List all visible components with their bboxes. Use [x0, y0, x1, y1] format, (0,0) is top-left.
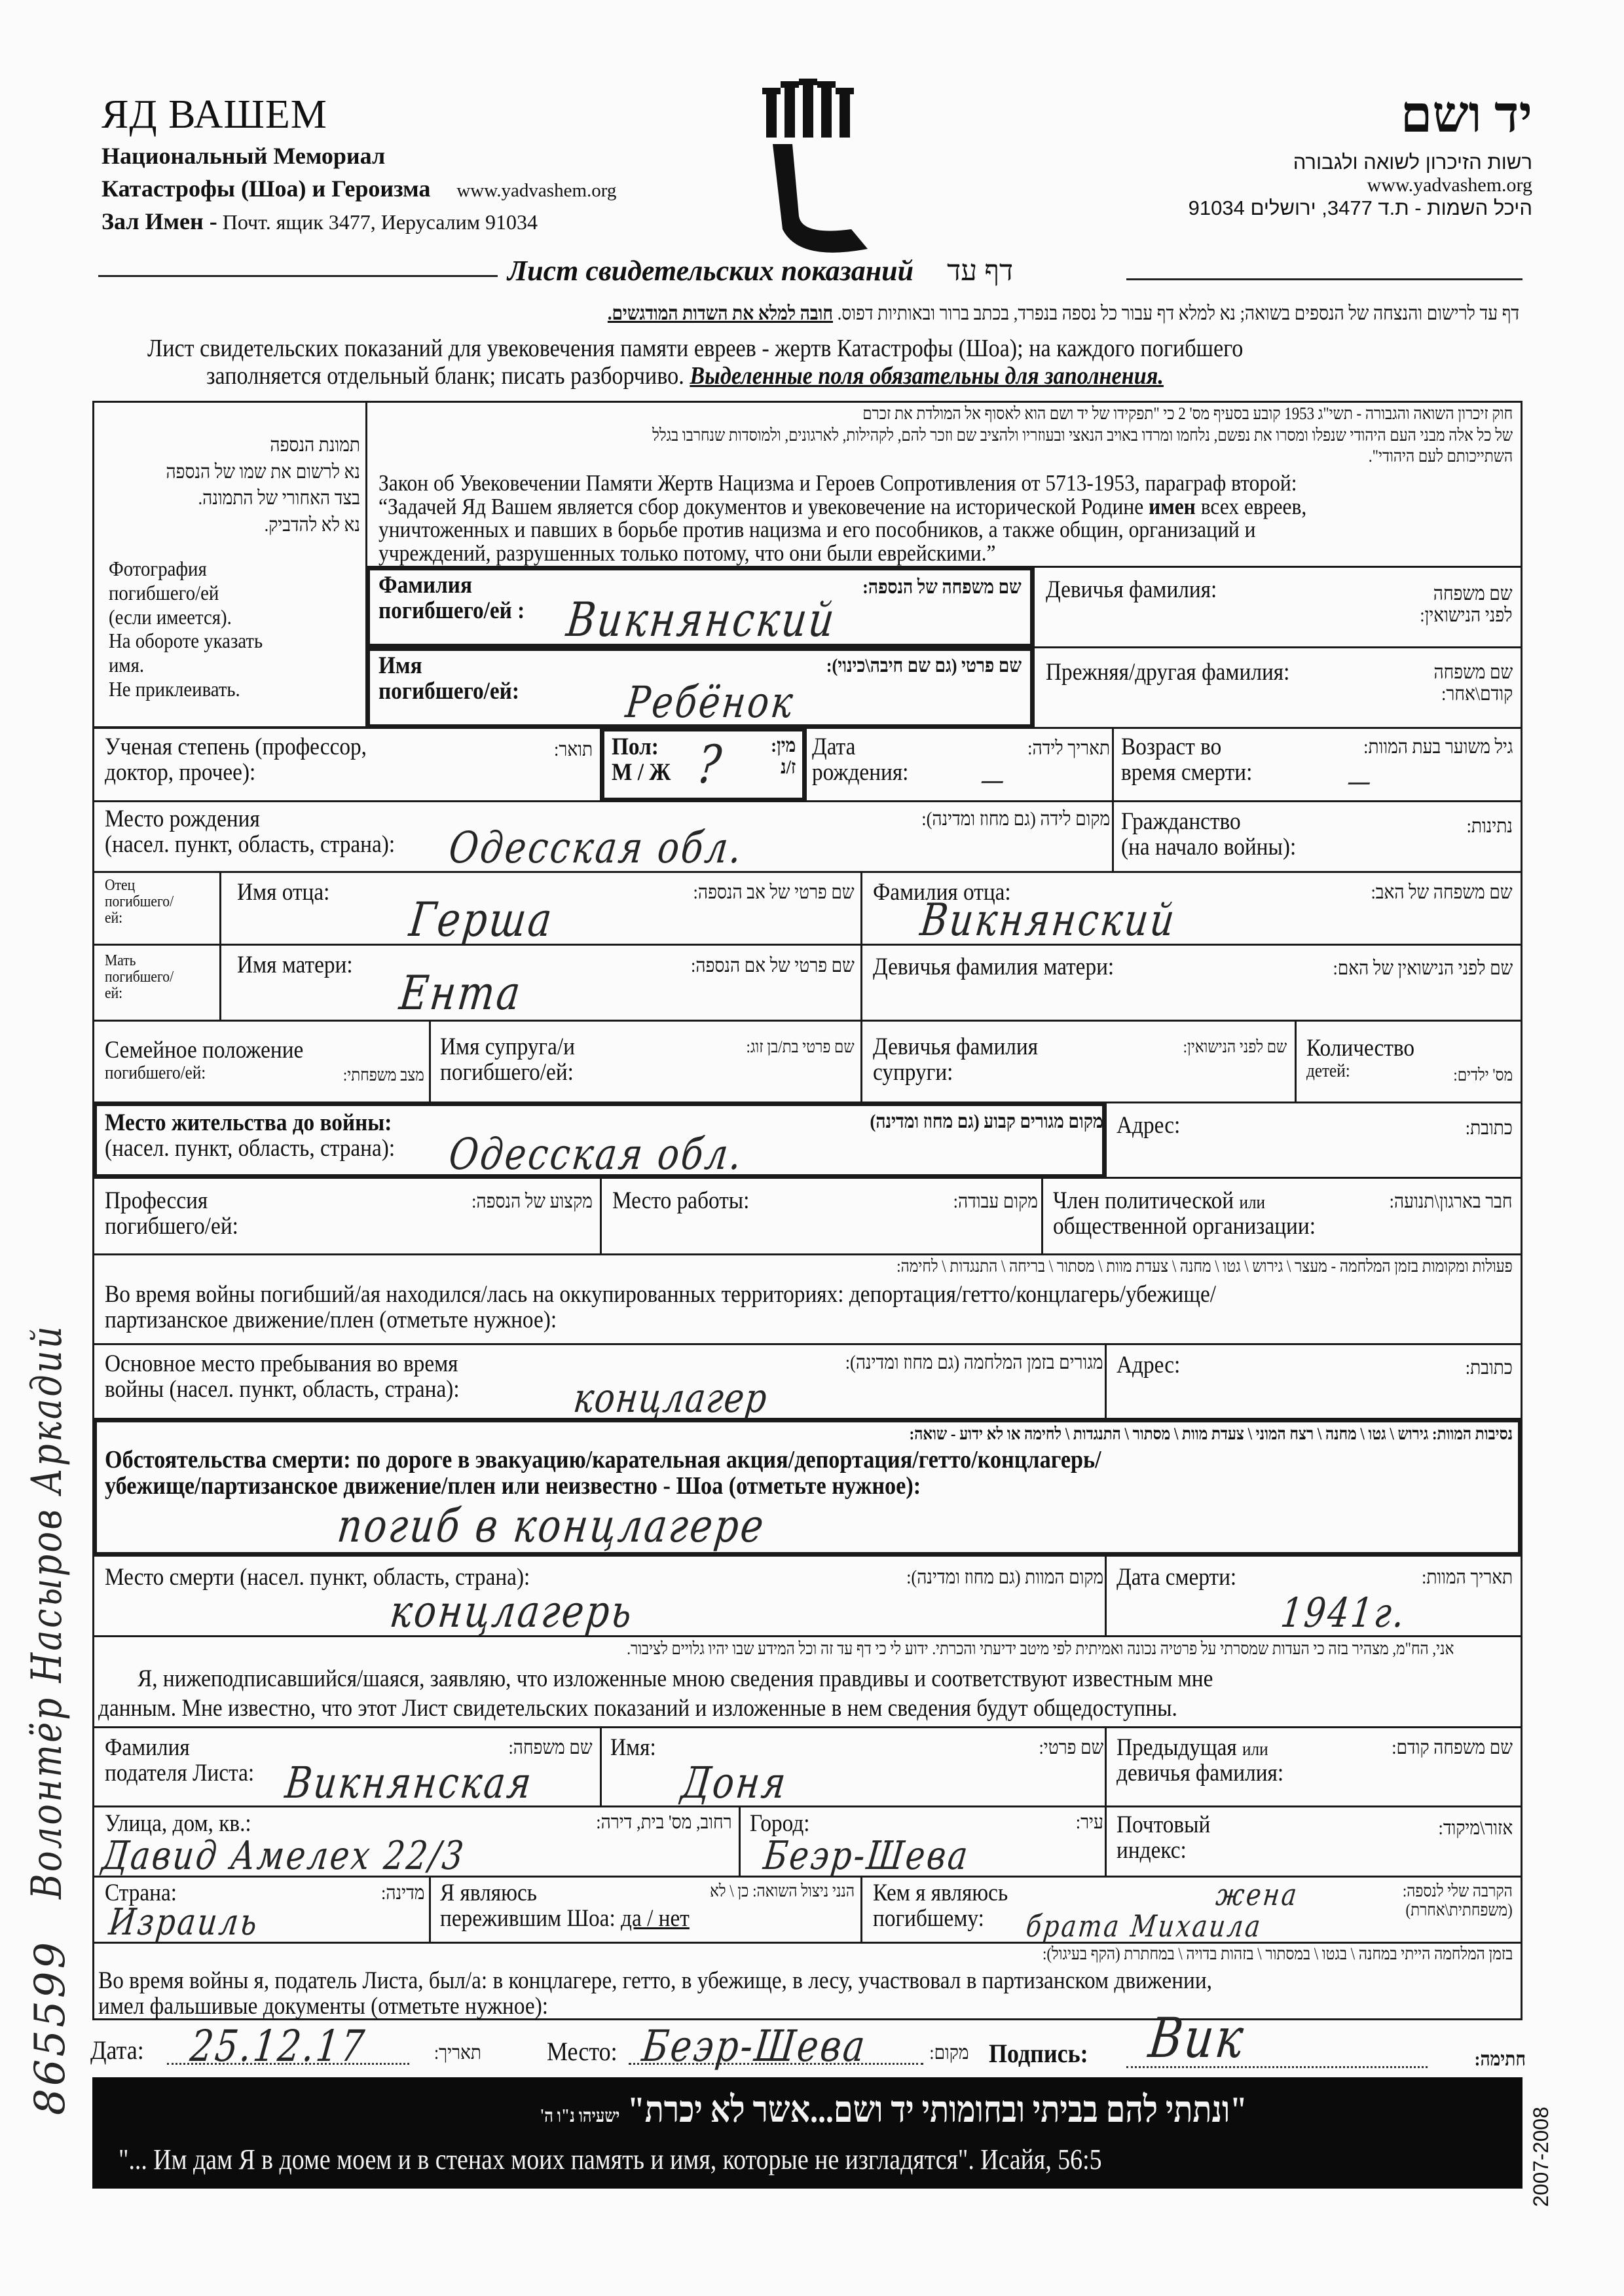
wartime-place-label-he: מגורים בזמן המלחמה (גם מחוז ומדינה): — [845, 1352, 1103, 1373]
spouse-maiden-label-he: שם לפני הנישואין: — [1183, 1037, 1287, 1056]
law-he — [652, 403, 1513, 468]
photo-ru-2: погибшего/ей — [109, 580, 219, 604]
birth-place-label-1: Место рождения — [105, 805, 260, 832]
profession-label-1: Профессия — [105, 1187, 208, 1214]
prev-name-label-he — [1433, 661, 1513, 705]
gender-label-2: М / Ж — [612, 758, 671, 786]
instructions-ru-2-bold: Выделенные поля обязательны для заполнения. — [690, 362, 1164, 390]
relation-value-2: брата Михаила — [1024, 1908, 1264, 1944]
spouse-label-he: שם פרטי בת/בן זוג: — [746, 1037, 855, 1056]
relation-label-1: Кем я являюсь — [873, 1879, 1008, 1906]
birth-date-label — [812, 735, 908, 786]
website-right: www.yadvashem.org — [1367, 174, 1532, 196]
mother-side-2: погибшего/ — [105, 969, 174, 986]
instructions-he-bold: חובה למלא את השדות המודגשים. — [607, 303, 833, 324]
instructions-he — [608, 303, 1519, 325]
wartime-label-1: Во время войны погибший/ая находился/лась на оккупированных территориях: депортация/гетто/концлагерь/убежище/ — [105, 1281, 1217, 1308]
member-label-he: חבר בארגון\תנועה: — [1390, 1191, 1513, 1212]
org-line2: Катастрофы (Шоа) и Героизма — [101, 176, 431, 202]
declaration-he: אני, הח"מ, מצהיר בזה כי העדות שמסרתי על פרטיה נכונה ואמיתית לפי מיטב ידיעתי והכרתי. ידוע לי כי דף עד זה וכל המידע שבו יהיו גלויים לציבור. — [626, 1639, 1454, 1658]
residence-label-he: מקום מגורים קבוע (גם מחוז ומדינה) — [870, 1111, 1103, 1132]
instructions-ru-1: Лист свидетельских показаний для увековечения памяти евреев - жертв Катастрофы (Шоа); на каждого погибшего — [147, 335, 1244, 362]
birth-date-label-1: Дата — [812, 733, 856, 760]
father-side-1: Отец — [105, 877, 136, 894]
death-date-label-he: תאריך המוות: — [1421, 1566, 1513, 1588]
wartime-place-label — [105, 1352, 460, 1403]
photo-he-4: נא לא להדביק. — [264, 513, 360, 536]
submitter-name-label-he: שם פרטי: — [1039, 1737, 1103, 1758]
age-label-2: время смерти: — [1121, 758, 1253, 786]
submitter-prev-label-he: שם משפחה קודם: — [1392, 1737, 1513, 1758]
age-value: — — [1345, 765, 1375, 798]
record-number: 865599 — [26, 1939, 75, 2115]
relation-he-2: (משפחתית\אחרת) — [1405, 1900, 1513, 1919]
header-left — [101, 92, 616, 235]
submitter-prev-or: или — [1242, 1739, 1268, 1760]
profession-label — [105, 1189, 238, 1240]
wartime-address-label: Адрес: — [1116, 1352, 1181, 1379]
title-label-1: Ученая степень (профессор, — [105, 733, 367, 760]
form-title — [507, 254, 1013, 287]
surname-label — [378, 573, 525, 624]
photo-ru-1: Фотография — [109, 557, 207, 580]
yad-vashem-logo — [753, 79, 877, 255]
quote-banner — [92, 2077, 1522, 2189]
instructions-ru-2 — [206, 361, 1164, 390]
street-value: Давид Амелех 22/3 — [100, 1833, 468, 1879]
maiden-label: Девичья фамилия: — [1046, 576, 1217, 603]
citizenship-label-1: Гражданство — [1121, 808, 1241, 835]
mother-name-label: Имя матери: — [237, 952, 353, 978]
wartime-label-he: פעולות ומקומות בזמן המלחמה - מעצר \ גירוש \ גטו \ מחנה \ צעדת מוות \ מסתור \ בריחה \ התנגדות \ לחימה: — [896, 1257, 1513, 1276]
member-label-or: или — [1239, 1193, 1266, 1213]
age-label-1: Возраст во — [1121, 733, 1222, 760]
submitter-name-value: Доня — [678, 1758, 790, 1808]
survivor-label-1: Я являюсь — [440, 1879, 537, 1906]
survivor-label-2: пережившим Шоа: — [440, 1904, 616, 1932]
place-value: Беэр-Шева — [639, 2021, 870, 2071]
photo-ru-3: (если имеется). — [109, 604, 232, 629]
title-rule-right — [1126, 278, 1522, 280]
signature-label-he: חתימה: — [1474, 2048, 1526, 2070]
father-surname-label: Фамилия отца: — [873, 879, 1011, 906]
quote-he-ref: ישעיהו נ"ו ה' — [540, 2106, 620, 2126]
submitter-wartime-he: בזמן המלחמה הייתי במחנה \ בגטו \ במסתור \ בזהות בדויה \ במחתרת (הקף בעיגול): — [1042, 1944, 1513, 1963]
member-label-1: Член политической — [1053, 1187, 1234, 1214]
declaration-ru-1: Я, нижеподписавшийся/шаяся, заявляю, что изложенные мною сведения правдивы и соответствуют известным мне — [138, 1665, 1213, 1692]
title-label-he: תואר: — [553, 739, 593, 760]
law-he-2: של כל אלה מבני העם היהודי שנפלו ומסרו את נפשם, נלחמו ומרדו באויב הנאצי ובעוזריו ולהציב שם וזכר להם, לקהילות, לארגונים, ולמוסדות שנחרבו בגלל — [652, 425, 1513, 445]
date-label: Дата: — [90, 2035, 144, 2065]
relation-he-1: הקרבה שלי לנספה: — [1403, 1881, 1513, 1900]
photo-he-3: בצד האחורי של התמונה. — [198, 487, 360, 509]
gender-label — [612, 735, 671, 786]
surname-label-2: погибшего/ей : — [378, 597, 525, 624]
death-circumstances-value: погиб в концлагере — [335, 1499, 769, 1553]
age-label — [1121, 735, 1252, 786]
marital-label-2: погибшего/ей: — [105, 1062, 206, 1083]
relation-label — [873, 1881, 1008, 1932]
wartime-address-label-he: כתובת: — [1466, 1357, 1513, 1379]
law-ru-tail: всех евреев, — [1200, 493, 1307, 519]
submitter-surname-value: Викнянская — [282, 1758, 536, 1808]
first-name-value: Ребёнок — [623, 677, 798, 728]
residence-label-1: Место жительства до войны: — [105, 1109, 392, 1136]
org-title-he: יד ושם — [1400, 86, 1532, 143]
father-side-label — [105, 878, 174, 927]
age-label-he: גיל משוער בעת המוות: — [1363, 736, 1513, 758]
city-label: Город: — [750, 1810, 810, 1837]
photo-note-he — [166, 432, 360, 538]
death-date-label: Дата смерти: — [1116, 1564, 1237, 1591]
first-name-label — [378, 654, 519, 705]
relation-label-2: погибшему: — [873, 1904, 984, 1932]
submitter-surname-label-2: подателя Листа: — [105, 1759, 255, 1787]
surname-value: Викнянский — [564, 592, 840, 647]
surname-label-1: Фамилия — [378, 572, 473, 599]
death-place-label-he: מקום המוות (גם מחוז ומדינה): — [906, 1566, 1103, 1588]
profession-label-he: מקצוע של הנספה: — [471, 1191, 593, 1212]
city-label-he: עיר: — [1075, 1811, 1103, 1833]
place-label: Место: — [547, 2037, 618, 2066]
surname-label-he: שם משפחה של הנספה: — [862, 576, 1022, 598]
submitter-name-cell[interactable] — [600, 1726, 1107, 1807]
law-he-1: חוק זיכרון השואה והגבורה - תשי"ג 1953 קובע בסעיף מס' 2 כי "תפקידו של יד ושם הוא לאסוף אל המולדת את זכרם — [862, 404, 1513, 423]
title-rule-left — [98, 275, 498, 277]
photo-he-2: נא לרשום את שמו של הנספה — [166, 460, 360, 483]
birth-place-label-2: (насел. пункт, область, страна): — [105, 830, 396, 858]
photo-ru-6: Не приклеивать. — [109, 676, 240, 701]
residence-label-2: (насел. пункт, область, страна): — [105, 1134, 396, 1162]
workplace-label-he: מקום עבודה: — [953, 1191, 1038, 1212]
wartime-place-value: концлагер — [571, 1374, 771, 1422]
country-label-he: מדינה: — [380, 1882, 424, 1904]
date-label-he: תאריך: — [434, 2042, 481, 2064]
instructions-he-text: דף עד לרישום והנצחה של הנספים בשואה; נא למלא דף עבור כל נספה בנפרד, בכתב ברור ובאותיות דפוס. — [837, 303, 1519, 324]
photo-ru-5: имя. — [109, 653, 145, 677]
death-place-value: концлагерь — [387, 1586, 637, 1638]
street-label-he: רחוב, מס' בית, דירה: — [596, 1811, 732, 1833]
country-value: Израиль — [107, 1901, 262, 1944]
member-label — [1053, 1189, 1316, 1240]
birth-place-label-he: מקום לידה (גם מחוז ומדינה): — [921, 808, 1110, 830]
submitter-prev-label-1: Предыдущая — [1116, 1734, 1237, 1761]
marital-label-1: Семейное положение — [105, 1037, 304, 1064]
death-circumstances-label-1: Обстоятельства смерти: по дороге в эвакуацию/карательная акция/депортация/гетто/концлагерь/ — [105, 1446, 1101, 1473]
mother-side-3: ей: — [105, 985, 123, 1003]
prev-name-he-1: שם משפחה — [1433, 661, 1513, 683]
volunteer-note: Волонтёр Насыров Аркадий — [23, 1324, 71, 1899]
declaration-ru-2: данным. Мне известно, что этот Лист свидетельских показаний и изложенные в нем сведения будут общедоступны. — [98, 1695, 1177, 1722]
first-name-label-2: погибшего/ей: — [378, 677, 519, 705]
birth-place-label — [105, 807, 395, 858]
submitter-wartime-label-1: Во время войны я, податель Листа, был/а: в концлагере, гетто, в убежище, в лесу, участвовал в партизанском движении, — [98, 1967, 1212, 1994]
mother-name-value: Ента — [397, 965, 525, 1020]
father-side-3: ей: — [105, 910, 123, 927]
zip-label-1: Почтовый — [1116, 1811, 1211, 1838]
law-ru-bold: имен — [1149, 493, 1196, 519]
website-left: www.yadvashem.org — [456, 180, 617, 201]
prev-name-he-2: קודם\אחר: — [1441, 683, 1513, 705]
submitter-wartime-label — [98, 1969, 1212, 2020]
residence-address-label-he: כתובת: — [1466, 1117, 1513, 1139]
marital-label — [105, 1038, 303, 1083]
father-name-label-he: שם פרטי של אב הנספה: — [693, 881, 855, 903]
header-right — [1189, 85, 1532, 220]
residence-value: Одесская обл. — [446, 1129, 747, 1179]
wartime-label — [105, 1282, 1216, 1333]
instructions-ru-2-text: заполняется отдельный бланк; писать разборчиво. — [206, 362, 684, 390]
mother-side-1: Мать — [105, 952, 136, 969]
relation-label-he — [1403, 1882, 1513, 1919]
submitter-name-label: Имя: — [610, 1734, 656, 1761]
residence-label — [105, 1111, 395, 1162]
photo-note-ru — [109, 557, 263, 701]
maiden-label-he — [1420, 583, 1513, 626]
marital-label-he: מצב משפחתי: — [343, 1065, 424, 1084]
prev-name-label: Прежняя/другая фамилия: — [1046, 659, 1290, 686]
gender-he-2: ז/נ — [780, 756, 796, 778]
org-address-he: היכל השמות - ת.ד 3477, ירושלים 91034 — [1188, 196, 1532, 219]
org-line1-he: רשות הזיכרון לשואה ולגבורה — [1293, 151, 1532, 174]
father-side-2: погибшего/ — [105, 893, 174, 911]
street-label: Улица, дом, кв.: — [105, 1810, 251, 1837]
edition-years: 2007-2008 — [1529, 2106, 1553, 2207]
gender-label-he — [771, 735, 796, 778]
spouse-maiden-label-2: супруги: — [873, 1058, 953, 1086]
org-title-ru: ЯД ВАШЕМ — [101, 92, 327, 137]
birth-place-value: Одесская обл. — [446, 823, 747, 873]
member-label-2: общественной организации: — [1053, 1212, 1316, 1240]
place-label-he: מקום: — [929, 2042, 969, 2064]
survivor-label — [440, 1881, 690, 1932]
form-title-he: דף עד — [947, 255, 1014, 287]
citizenship-label — [1121, 809, 1296, 861]
father-surname-value: Викнянский — [917, 895, 1179, 946]
mother-maiden-label: Девичья фамилия матери: — [873, 954, 1115, 980]
spouse-maiden-label-1: Девичья фамилия — [873, 1033, 1039, 1060]
country-label: Страна: — [105, 1879, 177, 1906]
submitter-prev-label — [1116, 1735, 1283, 1787]
first-name-label-he: שם פרטי (גם שם חיבה\כינוי): — [826, 655, 1022, 676]
father-name-value: Герша — [407, 892, 557, 947]
mother-side-label — [105, 953, 174, 1003]
title-label-2: доктор, прочее): — [105, 758, 256, 786]
birth-date-label-he: תאריך לידה: — [1027, 737, 1110, 759]
children-label-he: מס' ילדים: — [1453, 1065, 1513, 1084]
submitter-surname-label — [105, 1735, 254, 1787]
submitter-surname-label-he: שם משפחה: — [508, 1737, 593, 1758]
photo-he-1: תמונת הנספה — [270, 434, 360, 456]
form-title-ru: Лист свидетельских показаний — [507, 255, 914, 287]
quote-he — [540, 2089, 1247, 2131]
death-circumstances-label-he: נסיבות המוות: גירוש \ גטו \ מחנה \ רצח המוני \ צעדת מוות \ מסתור \ התנגדות \ לחימה או לא ידוע - שואה: — [909, 1424, 1513, 1443]
city-value: Беэр-Шева — [761, 1833, 972, 1879]
law-he-3: השתייכותם לעם היהודי". — [1368, 447, 1513, 466]
org-line1: Национальный Мемориал — [101, 143, 386, 169]
relation-value-1: жена — [1214, 1877, 1301, 1912]
photo-ru-4: На обороте указать — [109, 629, 263, 653]
children-label — [1306, 1036, 1414, 1081]
father-surname-label-he: שם משפחה של האב: — [1371, 881, 1513, 903]
mother-maiden-label-he: שם לפני הנישואין של האם: — [1333, 957, 1513, 979]
workplace-label: Место работы: — [612, 1187, 750, 1214]
law-ru-2: “Задачей Яд Вашем является сбор документов и увековечение на исторической Родине — [378, 493, 1144, 519]
title-label — [105, 735, 367, 786]
first-name-label-1: Имя — [378, 652, 422, 679]
submitter-prev-label-2: девичья фамилия: — [1116, 1759, 1284, 1787]
gender-label-1: Пол: — [612, 733, 659, 760]
submitter-surname-label-1: Фамилия — [105, 1734, 190, 1761]
quote-ru: "... Им дам Я в доме моем и в стенах моих память и имя, которые не изгладятся". Исайя, 56:5 — [119, 2143, 1102, 2176]
birth-date-label-2: рождения: — [812, 758, 909, 786]
survivor-label-he: הנני ניצול השואה: כן \ לא — [710, 1881, 855, 1900]
zip-label-2: индекс: — [1116, 1836, 1187, 1864]
death-place-label: Место смерти (насел. пункт, область, страна): — [105, 1564, 530, 1591]
birth-date-value: — — [978, 764, 1008, 797]
org-line3-bold: Зал Имен - — [101, 208, 217, 234]
gender-he-1: מין: — [770, 735, 796, 756]
submitter-wartime-label-2: имел фальшивые документы (отметьте нужное): — [98, 1992, 549, 2020]
wartime-place-label-1: Основное место пребывания во время — [105, 1350, 458, 1377]
law-ru — [378, 472, 1306, 565]
date-value: 25.12.17 — [187, 2021, 369, 2071]
citizenship-label-he: נתינות: — [1466, 815, 1513, 837]
children-label-2: детей: — [1306, 1060, 1350, 1081]
death-circumstances-label — [105, 1447, 1101, 1500]
wartime-label-2: партизанское движение/плен (отметьте нужное): — [105, 1306, 557, 1333]
quote-he-text: "ונתתי להם בביתי ובחומותי יד ושם...אשר לא יכרת" — [627, 2090, 1247, 2130]
law-ru-4: учреждений, разрушенных только потому, что они были еврейскими.” — [378, 540, 996, 566]
signature-label: Подпись: — [989, 2039, 1088, 2068]
wartime-place-label-2: войны (насел. пункт, область, страна): — [105, 1375, 460, 1403]
maiden-he-2: לפני הנישואין: — [1420, 604, 1513, 626]
death-circumstances-label-2: убежище/партизанское движение/плен или неизвестно - Шоа (отметьте нужное): — [105, 1472, 921, 1500]
residence-address-label: Адрес: — [1116, 1112, 1181, 1139]
zip-label — [1116, 1813, 1210, 1864]
zip-label-he: אזור\מיקוד: — [1438, 1817, 1513, 1839]
mother-name-label-he: שם פרטי של אם הנספה: — [691, 955, 855, 976]
spouse-maiden-label — [873, 1035, 1038, 1086]
citizenship-label-2: (на начало войны): — [1121, 833, 1297, 861]
spouse-label — [440, 1035, 575, 1086]
children-label-1: Количество — [1306, 1035, 1415, 1062]
law-ru-1: Закон об Увековечении Памяти Жертв Нацизма и Героев Сопротивления от 5713-1953, параграф второй: — [378, 470, 1297, 496]
law-ru-3: уничтоженных и павших в борьбе против нацизма и его пособников, а также общин, организаций и — [378, 517, 1256, 543]
spouse-label-2: погибшего/ей: — [440, 1058, 574, 1086]
spouse-label-1: Имя супруга/и — [440, 1033, 575, 1060]
death-date-value: 1941г. — [1278, 1589, 1409, 1637]
org-address: Почт. ящик 3477, Иерусалим 91034 — [222, 210, 538, 234]
maiden-he-1: שם משפחה — [1433, 583, 1513, 604]
father-name-label: Имя отца: — [237, 879, 330, 906]
gender-value: ? — [694, 734, 727, 795]
signature: Вик — [1145, 2006, 1249, 2070]
survivor-options[interactable]: да / нет — [621, 1904, 690, 1932]
profession-label-2: погибшего/ей: — [105, 1212, 238, 1240]
